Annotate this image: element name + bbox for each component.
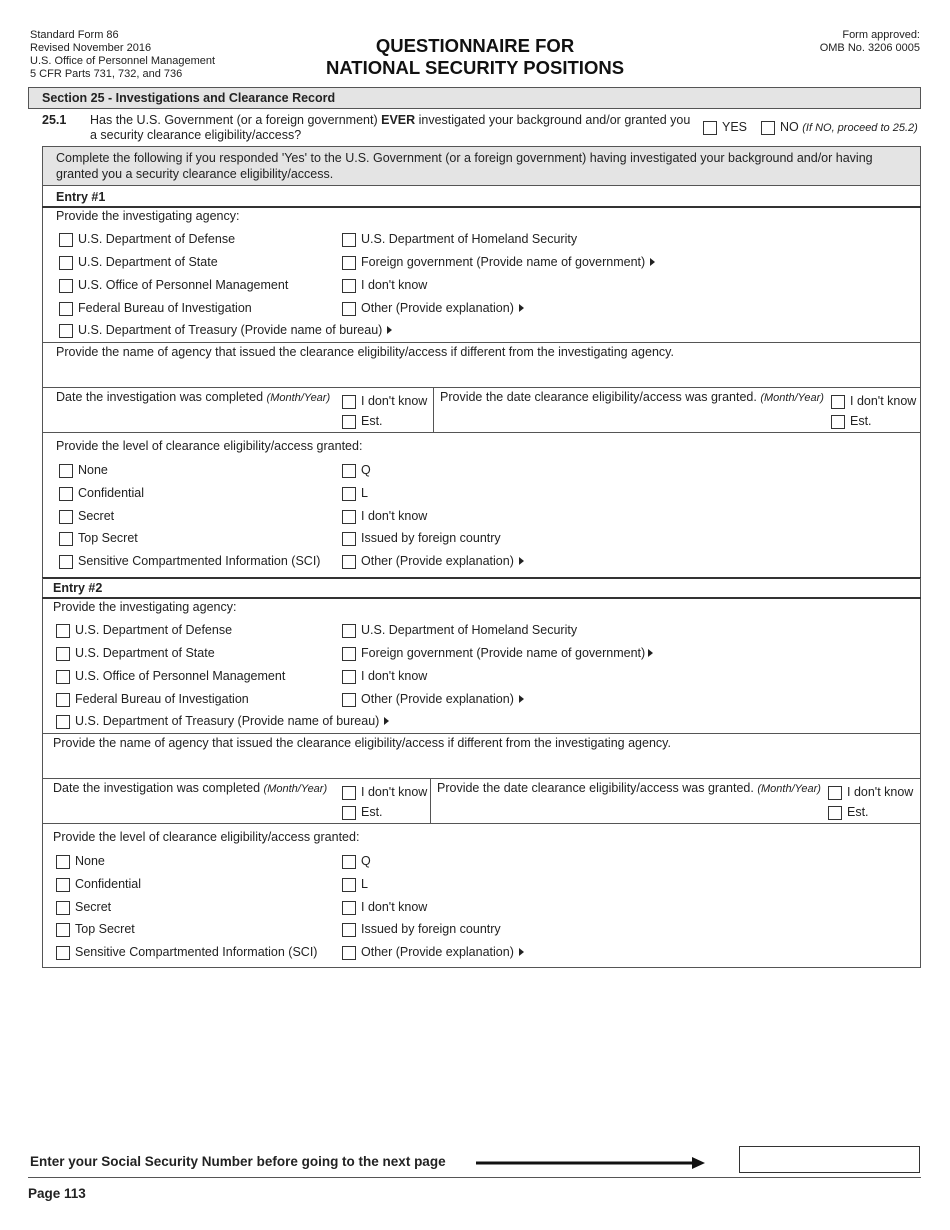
entry-1-granted-est-checkbox[interactable]: [831, 415, 845, 429]
entry-1-agency-other-checkbox[interactable]: [342, 302, 356, 316]
no-label: NO (If NO, proceed to 25.2): [780, 120, 918, 134]
page-title: QUESTIONNAIRE FOR NATIONAL SECURITY POSITIONS: [325, 35, 625, 78]
entry-2-agency-fbi-checkbox[interactable]: [56, 693, 70, 707]
entry-1-agency-other-label: Other (Provide explanation): [361, 301, 524, 315]
arrow-right-icon: [650, 258, 655, 266]
entry-1-agency-dontknow-label: I don't know: [361, 278, 428, 292]
arrow-right-icon: [648, 649, 653, 657]
instruction-box: Complete the following if you responded 'Yes' to the U.S. Government (or a foreign government) having investigated your background and/or having granted you a security clearance eligibility/access.: [42, 146, 921, 185]
entry-1-agency-prompt: Provide the investigating agency:: [56, 209, 240, 223]
form-cfr: 5 CFR Parts 731, 732, and 736: [30, 68, 183, 80]
entry-1-level-other-checkbox[interactable]: [342, 555, 356, 569]
entry-1-completed-est-checkbox[interactable]: [342, 415, 356, 429]
entry-1-agency-state-label: U.S. Department of State: [78, 255, 218, 269]
entry-2-date-completed-label: Date the investigation was completed (Month/Year): [53, 781, 328, 795]
entry-1-agency-dontknow-checkbox[interactable]: [342, 279, 356, 293]
entry-2-level-l-checkbox[interactable]: [342, 878, 356, 892]
entry-2-completed-est-checkbox[interactable]: [342, 806, 356, 820]
entry-1-agency-opm-label: U.S. Office of Personnel Management: [78, 278, 289, 292]
entry-1-level-dontknow-checkbox[interactable]: [342, 510, 356, 524]
entry-1-granted-dontknow-checkbox[interactable]: [831, 395, 845, 409]
entry-2-agency-foreign-checkbox[interactable]: [342, 647, 356, 661]
yes-label: YES: [722, 120, 748, 134]
form-approval: Form approved: OMB No. 3206 0005: [819, 29, 920, 54]
entry-1-level-prompt: Provide the level of clearance eligibility/access granted:: [56, 439, 363, 453]
entry-2-level-other-checkbox[interactable]: [342, 946, 356, 960]
arrow-right-icon: [519, 948, 524, 956]
entry-1-agency-opm-checkbox[interactable]: [59, 279, 73, 293]
entry-1-agency-dod-label: U.S. Department of Defense: [78, 232, 236, 246]
entry-2-agency-treasury-checkbox[interactable]: [56, 715, 70, 729]
entry-2-title: Entry #2: [53, 581, 103, 595]
entry-1-agency-state-checkbox[interactable]: [59, 256, 73, 270]
entry-1-agency-treasury-label: U.S. Department of Treasury (Provide name of bureau): [78, 323, 392, 337]
entry-2-agency-dod-checkbox[interactable]: [56, 624, 70, 638]
form-number: Standard Form 86: [30, 29, 119, 41]
entry-1-level-secret-checkbox[interactable]: [59, 510, 73, 524]
entry-1-agency-dhs-label: U.S. Department of Homeland Security: [361, 232, 578, 246]
question-number: 25.1: [42, 113, 67, 127]
entry-2-agency-dontknow-checkbox[interactable]: [342, 670, 356, 684]
ssn-input[interactable]: [739, 1146, 920, 1173]
entry-1-title: Entry #1: [56, 190, 106, 204]
page-number: Page 113: [28, 1186, 86, 1201]
entry-2-divider: [42, 597, 921, 599]
entry-1-level-l-checkbox[interactable]: [342, 487, 356, 501]
arrow-right-icon: [519, 695, 524, 703]
entry-1-level-confidential-checkbox[interactable]: [59, 487, 73, 501]
entry-2-agency-opm-checkbox[interactable]: [56, 670, 70, 684]
entry-2-agency-prompt: Provide the investigating agency:: [53, 600, 237, 614]
entry-2-granted-est-checkbox[interactable]: [828, 806, 842, 820]
entry-1-level-none-checkbox[interactable]: [59, 464, 73, 478]
entry-2-agency-state-checkbox[interactable]: [56, 647, 70, 661]
ssn-prompt: Enter your Social Security Number before going to the next page: [30, 1154, 446, 1169]
entry-2-level-topsecret-checkbox[interactable]: [56, 923, 70, 937]
entry-1-issuing-agency-prompt: Provide the name of agency that issued the clearance eligibility/access if different from the investigating agency.: [56, 345, 674, 359]
entry-2-date-granted-label: Provide the date clearance eligibility/access was granted. (Month/Year): [437, 781, 821, 795]
entry-2-granted-dontknow-checkbox[interactable]: [828, 786, 842, 800]
entry-2-level-confidential-checkbox[interactable]: [56, 878, 70, 892]
entry-1-date-completed-label: Date the investigation was completed (Month/Year): [56, 390, 331, 404]
entry-1-level-sci-checkbox[interactable]: [59, 555, 73, 569]
entry-1-completed-dontknow-checkbox[interactable]: [342, 395, 356, 409]
entry-1-level-topsecret-checkbox[interactable]: [59, 532, 73, 546]
arrow-right-icon: [384, 717, 389, 725]
entry-1-agency-treasury-checkbox[interactable]: [59, 324, 73, 338]
question-text: Has the U.S. Government (or a foreign government) EVER investigated your background and/or granted you a security clearance eligibility/access?: [90, 113, 691, 142]
entry-1-level-foreign-checkbox[interactable]: [342, 532, 356, 546]
arrow-right-icon: [519, 304, 524, 312]
entry-2-agency-dhs-checkbox[interactable]: [342, 624, 356, 638]
entry-1-agency-foreign-label: Foreign government (Provide name of government): [361, 255, 655, 269]
arrow-right-icon: [474, 1155, 706, 1171]
arrow-right-icon: [387, 326, 392, 334]
entry-1-divider: [42, 206, 921, 208]
entry-1-agency-fbi-label: Federal Bureau of Investigation: [78, 301, 252, 315]
entry-1-date-granted-label: Provide the date clearance eligibility/access was granted. (Month/Year): [440, 390, 824, 404]
entry-2-level-dontknow-checkbox[interactable]: [342, 901, 356, 915]
yes-checkbox[interactable]: [703, 121, 717, 135]
entry-1-agency-dod-checkbox[interactable]: [59, 233, 73, 247]
entry-1-agency-foreign-checkbox[interactable]: [342, 256, 356, 270]
entry-2-level-sci-checkbox[interactable]: [56, 946, 70, 960]
entry-2-level-q-checkbox[interactable]: [342, 855, 356, 869]
entry-2-completed-dontknow-checkbox[interactable]: [342, 786, 356, 800]
entry-1-level-q-checkbox[interactable]: [342, 464, 356, 478]
entry-2-agency-other-checkbox[interactable]: [342, 693, 356, 707]
entry-2-level-prompt: Provide the level of clearance eligibility/access granted:: [53, 830, 360, 844]
form-agency: U.S. Office of Personnel Management: [30, 55, 216, 67]
entry-1-agency-fbi-checkbox[interactable]: [59, 302, 73, 316]
entry-2-issuing-agency-prompt: Provide the name of agency that issued the clearance eligibility/access if different from the investigating agency.: [53, 736, 671, 750]
entry-2-level-secret-checkbox[interactable]: [56, 901, 70, 915]
arrow-right-icon: [519, 557, 524, 565]
section-header: Section 25 - Investigations and Clearance Record: [28, 87, 921, 109]
entry-2-level-foreign-checkbox[interactable]: [342, 923, 356, 937]
entry-2-level-none-checkbox[interactable]: [56, 855, 70, 869]
no-checkbox[interactable]: [761, 121, 775, 135]
entry-1-agency-dhs-checkbox[interactable]: [342, 233, 356, 247]
form-revision: Revised November 2016: [30, 42, 152, 54]
